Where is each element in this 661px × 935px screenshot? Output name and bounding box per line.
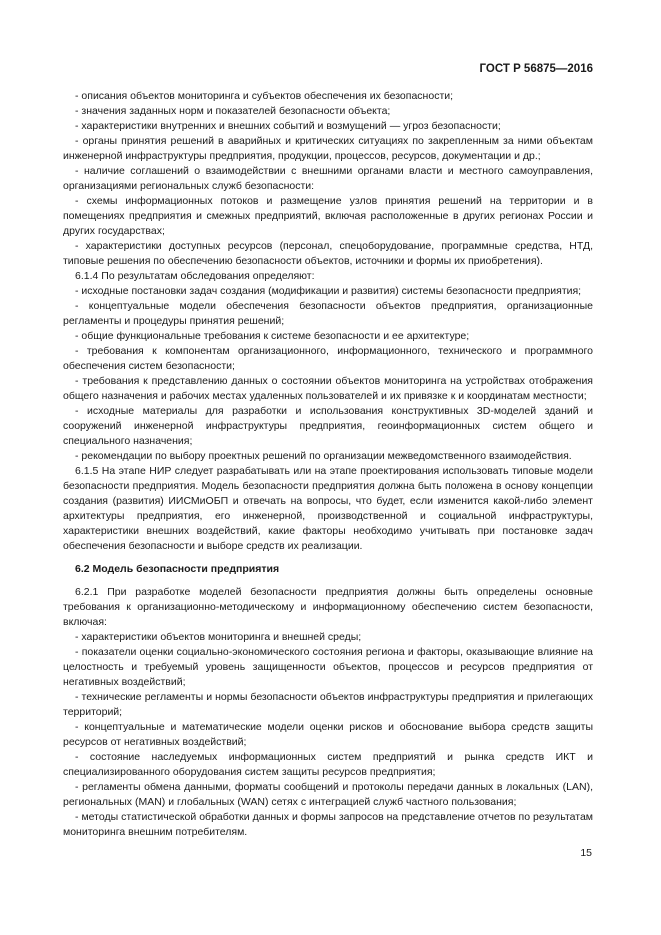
paragraph: - требования к компонентам организационного, информационного, технического и программного обеспечения систем безопасности; — [63, 345, 593, 372]
page-body — [63, 89, 593, 840]
paragraph: - состояние наследуемых информационных систем предприятий и рынка средств ИКТ и специализированного оборудования систем защиты ресурсов предприятия; — [63, 751, 593, 778]
paragraphs-after — [63, 585, 593, 840]
paragraph: - методы статистической обработки данных и формы запросов на представление отчетов по результатам мониторинга внешним потребителям. — [63, 811, 593, 838]
page-number: 15 — [580, 847, 592, 859]
paragraph: - значения заданных норм и показателей безопасности объекта; — [75, 105, 391, 117]
paragraph: - наличие соглашений о взаимодействии с внешними органами власти и местного самоуправления, организациями региональных служб безопасности: — [63, 165, 593, 192]
paragraph: - концептуальные и математические модели оценки рисков и обоснование выбора средств защиты ресурсов от негативных воздействий; — [63, 721, 593, 748]
paragraph: 6.1.4 По результатам обследования определяют: — [75, 270, 315, 282]
paragraph: - технические регламенты и нормы безопасности объектов инфраструктуры предприятия и прилегающих территорий; — [63, 691, 593, 718]
paragraph: - характеристики объектов мониторинга и внешней среды; — [75, 631, 362, 643]
paragraph: - рекомендации по выбору проектных решений по организации межведомственного взаимодействия. — [75, 450, 572, 462]
paragraph: - описания объектов мониторинга и субъектов обеспечения их безопасности; — [75, 90, 454, 102]
paragraph: - общие функциональные требования к системе безопасности и ее архитектуре; — [75, 330, 470, 342]
paragraph: - исходные постановки задач создания (модификации и развития) системы безопасности предприятия; — [75, 285, 582, 297]
paragraph: - концептуальные модели обеспечения безопасности объектов предприятия, организационные регламенты и процедуры принятия решений; — [63, 300, 593, 327]
paragraph: - исходные материалы для разработки и использования конструктивных 3D-моделей зданий и сооружений инженерной инфраструктуры предприятия, геоинформационных систем общего и специального назначения; — [63, 405, 593, 447]
paragraph: - требования к представлению данных о состоянии объектов мониторинга на устройствах отображения общего назначения и рабочих местах удаленных пользователей и их привязке к и координатам местности; — [63, 375, 593, 402]
paragraph: 6.1.5 На этапе НИР следует разрабатывать или на этапе проектирования использовать типовые модели безопасности предприятия. Модель безопасности предприятия должна быть положена в основу концепции создания (развития) ИИСМиОБП и отвечать на вопросы, что будет, если изменится какой-либо элемент архитектуры предприятия, его инженерной, производственной и социальной инфраструктуры, характеристики внешних воздействий, какие факторы необходимо учитывать при постановке задач обеспечения безопасности и выборе средств их реализации. — [63, 465, 593, 552]
standard-code: ГОСТ Р 56875—2016 — [479, 63, 593, 75]
paragraph: - характеристики внутренних и внешних событий и возмущений — угроз безопасности; — [75, 120, 501, 132]
section-heading: 6.2 Модель безопасности предприятия — [75, 563, 280, 575]
paragraph: - схемы информационных потоков и размещение узлов принятия решений на территории и в помещениях предприятия и смежных предприятий, включая расположенные в других регионах России и других государствах; — [63, 195, 593, 237]
paragraph: - характеристики доступных ресурсов (персонал, спецоборудование, программные средства, НТД, типовые решения по обеспечению безопасности объектов, источники и формы их приобретения). — [63, 240, 593, 267]
paragraph: - показатели оценки социально-экономического состояния региона и факторы, оказывающие влияние на целостность и требуемый уровень защищенности объектов, процессов и ресурсов предприятия от негативных воздействий; — [63, 646, 593, 688]
paragraphs-before — [63, 89, 593, 554]
paragraph: 6.2.1 При разработке моделей безопасности предприятия должны быть определены основные требования к организационно-методическому и информационному обеспечению систем безопасности, включая: — [63, 586, 593, 628]
paragraph: - органы принятия решений в аварийных и критических ситуациях по закрепленным за ними объектам инженерной инфраструктуры предприятия, продукции, процессов, ресурсов, документации и др.; — [63, 135, 593, 162]
paragraph: - регламенты обмена данными, форматы сообщений и протоколы передачи данных в локальных (LAN), региональных (MAN) и глобальных (WAN) сетях с интеграцией служб частного пользования; — [63, 781, 593, 808]
